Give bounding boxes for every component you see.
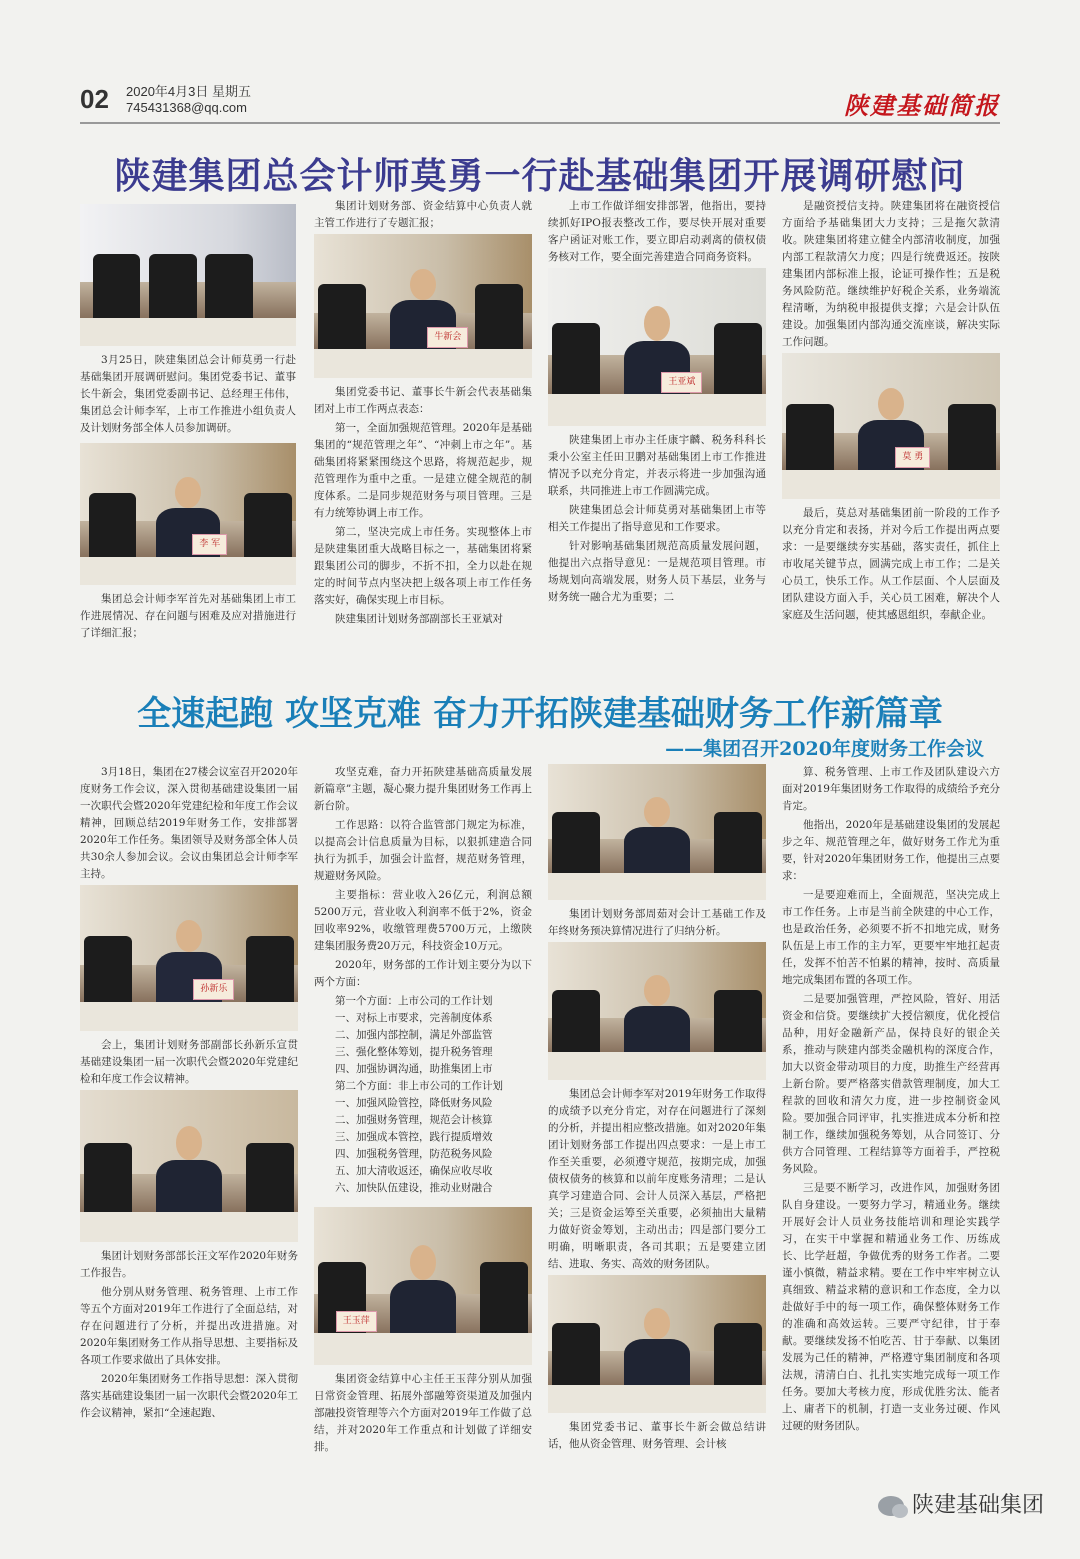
article1-lead: 3月25日，陕建集团总会计师莫勇一行赴基础集团开展调研慰问。集团党委书记、董事长牛新会，集团党委副书记、总经理王伟伟，集团总会计师李军，上市工作推进小组负责人及计划财务部全体人员参加调研。 bbox=[80, 354, 296, 434]
paragraph: 集团党委书记、董事长牛新会代表基础集团对上市工作两点表态： bbox=[314, 386, 532, 415]
meeting-room-photo bbox=[80, 204, 296, 346]
nameplate: 王亚斌 bbox=[661, 372, 702, 393]
paragraph: 第二，坚决完成上市任务。实现整体上市是陕建集团重大战略目标之一，基础集团将紧跟集团公司的脚步，不折不扣，全力以赴在规定的时间节点内坚决把上级各项上市工作任务落实好，确保实现上市目标。 bbox=[314, 526, 532, 606]
paragraph: 一是要迎难而上，全面规范，坚决完成上市工作任务。上市是当前全陕建的中心工作，也是政治任务，必须要不折不扣地完成，财务队伍是上市工作的主力军，更要牢牢地扛起责任，发挥不怕苦不怕累的精神，按时、高质量地完成集团布置的各项工作。 bbox=[782, 889, 1000, 986]
zhou-ru-photo bbox=[548, 764, 766, 900]
list-item: 三、强化整体筹划，提升税务管理 bbox=[335, 1046, 493, 1058]
article1-col3 bbox=[548, 198, 766, 672]
nameplate: 王玉萍 bbox=[336, 1311, 377, 1332]
wang-wenjun-photo bbox=[80, 1090, 298, 1242]
watermark-text: 陕建基础集团 bbox=[911, 1493, 1044, 1518]
article1-col2 bbox=[314, 198, 532, 672]
list-item: 六、加快队伍建设，推动业财融合 bbox=[335, 1182, 493, 1194]
photo-caption: 集团计划财务部部长汪文军作2020年财务工作报告。 bbox=[80, 1250, 298, 1279]
nameplate: 莫 勇 bbox=[895, 447, 930, 468]
issue-email: 745431368@qq.com bbox=[126, 100, 247, 115]
article1-title: 陕建集团总会计师莫勇一行赴基础集团开展调研慰问 bbox=[114, 156, 966, 197]
page-header bbox=[80, 84, 1000, 124]
nameplate: 牛新会 bbox=[427, 327, 468, 348]
paragraph: 是融资授信支持。陕建集团将在融资授信方面给予基础集团大力支持；三是拖欠款清收。陕建集团将建立健全内部清收制度，加强内部工程款清欠力度；四是行统费返还。按陕建集团内部标准上报，论证可操作性；五是税务风险防范。继续维护好税企关系，业务端流程清晰，为纳税申报提供支撑；六是会计队伍建设。加强集团内部沟通交流座谈，解决实际工作问题。 bbox=[782, 200, 1000, 348]
article2-title: 全速起跑 攻坚克难 奋力开拓陕建基础财务工作新篇章 bbox=[137, 694, 943, 734]
mo-yong-photo bbox=[782, 353, 1000, 499]
paragraph: 陕建集团上市办主任康宇麟、税务科科长秉小公室主任田卫鹏对基础集团上市工作推进情况予以充分肯定，并表示将进一步加强沟通联系，共同推进上市工作圆满完成。 bbox=[548, 434, 766, 497]
list-item: 二、加强财务管理，规范会计核算 bbox=[335, 1114, 493, 1126]
list-item: 五、加大清收返还，确保应收尽收 bbox=[335, 1165, 493, 1177]
nameplate: 孙新乐 bbox=[193, 979, 234, 1000]
photo-caption: 集团党委书记、董事长牛新会做总结讲话，他从资金管理、财务管理、会计核 bbox=[548, 1421, 766, 1450]
article2-col1 bbox=[80, 764, 298, 1484]
paragraph: 主要指标：营业收入26亿元，利润总额5200万元，营业收入利润率不低于2%，资金回收率92%，收缴管理费5700万元，上缴陕建集团服务费20万元，科技资金10万元。 bbox=[314, 889, 532, 952]
wang-yabin-photo bbox=[548, 268, 766, 426]
list-item: 四、加强税务管理，防范税务风险 bbox=[335, 1148, 493, 1160]
paragraph: 二是要加强管理，严控风险，管好、用活资金和信贷。要继续扩大授信额度，优化授信品种，用好金融新产品，保持良好的银企关系，推动与陕建内部类金融机构的深度合作，加大以资金带动项目的力度，助推生产经营再上新台阶。要严格落实借款管理制度，加大工程款的回收和清欠力度，进一步控制资金风险。要加强合同评审，扎实推进成本分析和控制工作，继续加强税务筹划，从合同签订、分供方合同管理、工程结算等方面着手，严控税务风险。 bbox=[782, 993, 1000, 1175]
paragraph: 三是要不断学习，改进作风，加强财务团队自身建设。一要努力学习，精通业务。继续开展好会计人员业务技能培训和理论实践学习，在实干中掌握和精通业务工作、历练成长、比学赶超，争做优秀的财务工作者。二要谨小慎微，精益求精。要在工作中牢牢树立认真细致、精益求精的意识和工作态度，全力以赴做好手中的每一项工作，确保整体财务工作的准确和高效运转。三要严守纪律，甘于奉献。要继续发扬不怕吃苦、甘于奉献、以集团发展为己任的精神，严格遵守集团制度和各项法规，清清白白、扎扎实实地完成每一项工作任务。要加大考核力度，形成优胜劣汰、能者上、庸者下的机制，打造一支业务过硬、作风过硬的财务团队。 bbox=[782, 1182, 1000, 1432]
watermark bbox=[878, 1488, 1044, 1519]
article1-col1 bbox=[80, 202, 296, 672]
paragraph: 2020年集团财务工作指导思想：深入贯彻落实基础建设集团一届一次职代会暨2020年工作会议精神，紧扣“全速起跑、 bbox=[80, 1373, 298, 1419]
paragraph: 集团总会计师李军对2019年财务工作取得的成绩予以充分肯定，对存在问题进行了深刻的分析，并提出相应整改措施。如对2020年集团计划财务部工作提出四点要求：一是上市工作至关重要，必须遵守规范，按期完成，加强债权债务的核算和以前年度账务清理；二是认真学习建造合同、会计人员深入基层，严格把关；三是资金运筹至关重要，必须抽出大量精力做好资金筹划，主动出击；四是部门要分工明确，明晰职责，各司其职；五是要建立团结、进取、务实、高效的财务团队。 bbox=[548, 1088, 766, 1270]
paragraph: 算、税务管理、上市工作及团队建设六方面对2019年集团财务工作取得的成绩给予充分肯定。 bbox=[782, 766, 1000, 812]
paragraph: 针对影响基础集团规范高质量发展问题，他提出六点指导意见：一是规范项目管理。市场规划向高端发展，财务人员下基层，业务与财务统一融合尤为重要；二 bbox=[548, 540, 766, 603]
article2-col2 bbox=[314, 764, 532, 1484]
list-item: 第二个方面：非上市公司的工作计划 bbox=[335, 1080, 503, 1092]
paragraph: 陕建集团总会计师莫勇对基础集团上市等相关工作提出了指导意见和工作要求。 bbox=[548, 504, 766, 533]
list-item: 第一个方面：上市公司的工作计划 bbox=[335, 995, 493, 1007]
photo-caption: 会上，集团计划财务部副部长孙新乐宣贯基础建设集团一届一次职代会暨2020年党建纪检和年度工作会议精神。 bbox=[80, 1039, 298, 1085]
header-divider bbox=[80, 122, 1000, 124]
list-item: 三、加强成本管控，践行提质增效 bbox=[335, 1131, 493, 1143]
article2-lead: 3月18日，集团在27楼会议室召开2020年度财务工作会议，深入贯彻基础建设集团一届一次职代会暨2020年党建纪检和年度工作会议精神，回顾总结2019年财务工作，安排部署2020年工作任务。集团领导及财务部全体人员共30余人参加会议。会议由集团总会计师李军主持。 bbox=[80, 766, 298, 880]
photo-caption: 集团计划财务部周茹对会计工基础工作及年终财务预决算情况进行了归纳分析。 bbox=[548, 908, 766, 937]
list-item: 一、对标上市要求，完善制度体系 bbox=[335, 1012, 493, 1024]
paragraph: 攻坚克难，奋力开拓陕建基础高质量发展新篇章”主题，凝心聚力提升集团财务工作再上新台阶。 bbox=[314, 766, 532, 812]
list-item: 四、加强协调沟通，助推集团上市 bbox=[335, 1063, 493, 1075]
article2-col4 bbox=[782, 764, 1000, 1454]
wang-yuping-photo bbox=[314, 1207, 532, 1365]
page-number: 02 bbox=[80, 84, 109, 114]
wechat-icon bbox=[878, 1496, 904, 1516]
article2-subtitle: ——集团召开2020年度财务工作会议 bbox=[665, 738, 984, 760]
paragraph: 集团计划财务部、资金结算中心负责人就主管工作进行了专题汇报； bbox=[314, 200, 532, 229]
paragraph: 陕建集团计划财务部副部长王亚斌对 bbox=[335, 613, 503, 625]
li-jun-speech-photo bbox=[548, 942, 766, 1080]
photo-caption: 集团资金结算中心主任王玉萍分别从加强日常资金管理、拓展外部融筹资渠道及加强内部融投资管理等六个方面对2019年工作做了总结，并对2020年工作重点和计划做了详细安排。 bbox=[314, 1373, 532, 1453]
photo-caption: 集团总会计师李军首先对基础集团上市工作进展情况、存在问题与困难及应对措施进行了详细汇报； bbox=[80, 593, 296, 639]
issue-info bbox=[126, 84, 251, 116]
paragraph: 他指出，2020年是基础建设集团的发展起步之年、规范管理之年，做好财务工作尤为重要，针对2020年集团财务工作，他提出三点要求： bbox=[782, 819, 1000, 882]
newspaper-brand: 陕建基础简报 bbox=[844, 91, 1000, 120]
article2-col3 bbox=[548, 764, 766, 1484]
article1-col4 bbox=[782, 198, 1000, 672]
list-item: 一、加强风险管控，降低财务风险 bbox=[335, 1097, 493, 1109]
niu-xinhui-speech-photo bbox=[548, 1275, 766, 1413]
paragraph: 他分别从财务管理、税务管理、上市工作等五个方面对2019年工作进行了全面总结，对存在问题进行了分析，并提出改进措施。对2020年集团财务工作从指导思想、主要指标及各项工作要求做出了具体安排。 bbox=[80, 1286, 298, 1366]
work-plan-list bbox=[314, 993, 532, 1197]
sun-xinle-photo bbox=[80, 885, 298, 1031]
paragraph: 第一，全面加强规范管理。2020年是基础集团的“规范管理之年”、“冲刺上市之年”。基础集团将紧紧围绕这个思路，将规范起步，规范管理作为重中之重。一是建立健全规范的制度体系。二是同步规范财务与项目管理。三是有力统筹协调上市工作。 bbox=[314, 422, 532, 519]
issue-date: 2020年4月3日 星期五 bbox=[126, 84, 251, 99]
paragraph: 工作思路：以符合监管部门规定为标准，以提高会计信息质量为目标，以狠抓建造合同执行为抓手，加强会计监督，规范财务管理，规避财务风险。 bbox=[314, 819, 532, 882]
paragraph: 最后，莫总对基础集团前一阶段的工作予以充分肯定和表扬，并对今后工作提出两点要求：一是要继续夯实基础，落实责任，抓住上市收尾关键节点，圆满完成上市工作；二是关心员工，快乐工作。从工作层面、个人层面及团队建设方面入手，关心员工困难，解决个人家庭及生活问题，使其感恩组织，奉献企业。 bbox=[782, 507, 1000, 621]
nameplate: 李 军 bbox=[192, 534, 227, 555]
niu-xinhui-photo bbox=[314, 234, 532, 378]
paragraph: 上市工作做详细安排部署，他指出，要持续抓好IPO报表整改工作，要尽快开展对重要客户函证对账工作，要立即启动剥离的债权债务核对工作，要全面完善建造合同商务资料。 bbox=[548, 200, 766, 263]
list-item: 二、加强内部控制，满足外部监管 bbox=[335, 1029, 493, 1041]
paragraph: 2020年，财务部的工作计划主要分为以下两个方面： bbox=[314, 959, 532, 988]
li-jun-photo bbox=[80, 443, 296, 585]
